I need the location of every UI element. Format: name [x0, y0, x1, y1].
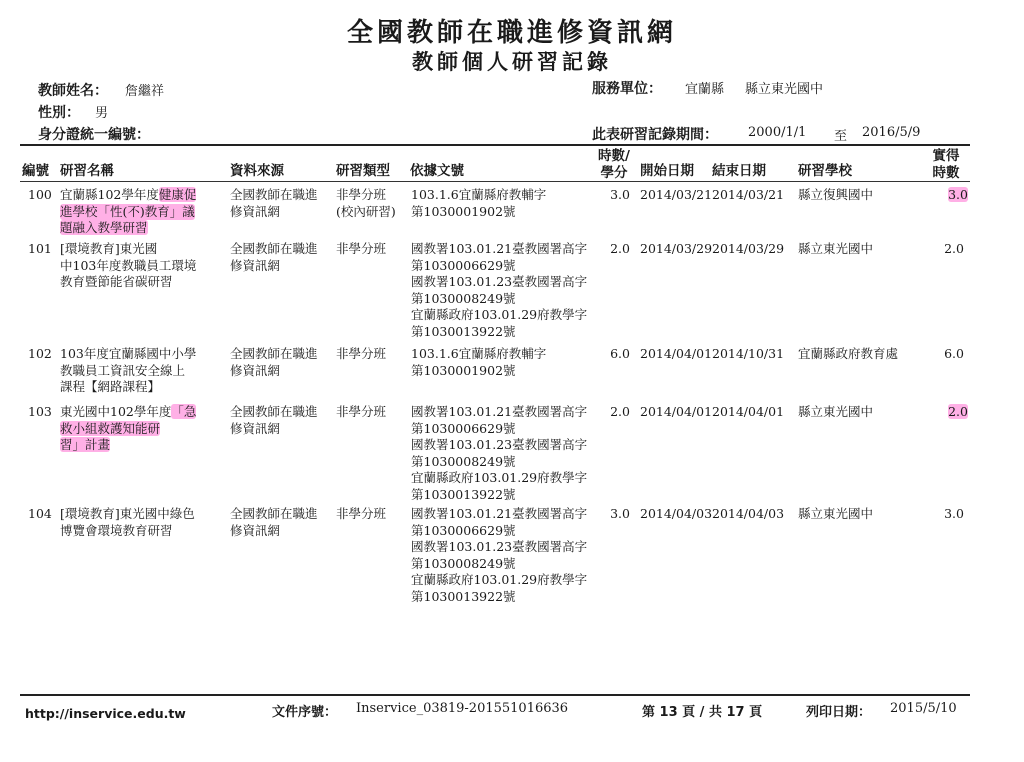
highlighted-text: 救小組救護知能研	[60, 420, 161, 436]
course-type: 非學分班	[336, 506, 387, 521]
doc-line: 103.1.6宜蘭縣府教輔字	[411, 187, 547, 202]
doc-serial-value: Inservice_03819-201551016636	[356, 701, 569, 716]
page-title: 全國教師在職進修資訊網	[346, 18, 677, 48]
course-name-line: 課程【網路課程】	[60, 379, 161, 394]
teacher-name-value: 詹繼祥	[125, 84, 165, 99]
source	[230, 404, 318, 437]
highlighted-text: 進學校「性(不)教育」議	[60, 203, 195, 219]
doc-line: 第1030006629號	[411, 522, 516, 538]
document-number	[411, 346, 546, 379]
source	[230, 346, 318, 379]
end-date: 2014/03/21	[712, 187, 785, 202]
period-to: 至	[834, 129, 848, 144]
source-line: 全國教師在職進	[230, 346, 318, 361]
col-end-date: 結束日期	[712, 163, 766, 179]
course-name-line: 教職員工資訊安全線上	[60, 362, 186, 378]
doc-line: 國教署103.01.23臺教國署高字	[411, 437, 588, 452]
type-line: 非學分班	[336, 187, 387, 202]
footer-rule	[20, 694, 970, 696]
doc-line: 宜蘭縣政府103.01.29府教學字	[411, 307, 588, 322]
document-number	[411, 241, 587, 340]
doc-line: 第1030008249號	[411, 290, 516, 306]
doc-line: 第1030013922號	[411, 323, 516, 339]
source-line: 修資訊網	[230, 522, 281, 538]
document-number	[411, 404, 587, 503]
doc-serial-label: 文件序號：	[272, 705, 338, 720]
course-type: 非學分班	[336, 404, 387, 419]
document-number	[411, 506, 587, 605]
hours: 2.0	[610, 404, 630, 419]
header-top-rule	[20, 144, 970, 146]
course-name	[60, 241, 196, 291]
course-name	[60, 187, 196, 237]
period-label: 此表研習記錄期間：	[592, 127, 718, 143]
col-number: 編號	[22, 163, 49, 179]
row-number: 103	[28, 404, 52, 419]
earned-hours: 3.0	[944, 506, 964, 521]
start-date: 2014/04/01	[640, 346, 713, 361]
col-hours	[594, 148, 634, 182]
source-line: 修資訊網	[230, 203, 281, 219]
period-end: 2016/5/9	[862, 125, 921, 140]
course-name-line: 中103年度教職員工環境	[60, 257, 197, 273]
source-line: 全國教師在職進	[230, 187, 318, 202]
course-name-line: 博覽會環境教育研習	[60, 522, 173, 538]
earned-hours: 6.0	[944, 346, 964, 361]
course-name-plain: 東光國中102學年度	[60, 404, 172, 419]
course-type: 非學分班	[336, 241, 387, 256]
course-name	[60, 404, 196, 454]
start-date: 2014/03/29	[640, 241, 713, 256]
doc-line: 國教署103.01.21臺教國署高字	[411, 404, 588, 419]
col-earned-hours	[926, 148, 966, 182]
earned-hours	[936, 187, 968, 204]
course-name-line: [環境教育]東光國	[60, 241, 158, 256]
doc-line: 宜蘭縣政府103.01.29府教學字	[411, 572, 588, 587]
doc-line: 國教署103.01.23臺教國署高字	[411, 539, 588, 554]
school: 縣立東光國中	[798, 241, 874, 256]
source	[230, 506, 318, 539]
col-earned-line1: 實得	[932, 148, 960, 164]
school: 縣立復興國中	[798, 187, 874, 202]
start-date: 2014/04/01	[640, 404, 713, 419]
source-line: 全國教師在職進	[230, 506, 318, 521]
col-hours-line1: 時數/	[598, 148, 630, 164]
course-name	[60, 506, 195, 539]
col-hours-line2: 學分	[600, 165, 628, 181]
doc-line: 第1030001902號	[411, 362, 516, 378]
earned-hours-highlight: 2.0	[948, 404, 968, 419]
course-name-line: 103年度宜蘭縣國中小學	[60, 346, 197, 361]
doc-line: 第1030008249號	[411, 453, 516, 469]
end-date: 2014/10/31	[712, 346, 785, 361]
course-name-plain: 宜蘭縣102學年度	[60, 187, 159, 202]
highlighted-text: 題融入教學研習	[60, 220, 148, 235]
type-line: (校內研習)	[336, 203, 396, 219]
page-indicator: 第 13 頁 / 共 17 頁	[642, 705, 763, 720]
col-document: 依據文號	[410, 163, 464, 179]
source-line: 修資訊網	[230, 420, 281, 436]
header-bottom-rule	[20, 181, 970, 182]
start-date: 2014/04/03	[640, 506, 713, 521]
end-date: 2014/04/03	[712, 506, 785, 521]
earned-hours: 2.0	[944, 241, 964, 256]
doc-line: 第1030008249號	[411, 555, 516, 571]
doc-line: 國教署103.01.23臺教國署高字	[411, 274, 588, 289]
col-type: 研習類型	[336, 163, 390, 179]
hours: 3.0	[610, 506, 630, 521]
print-date-label: 列印日期：	[806, 705, 872, 720]
doc-line: 國教署103.01.21臺教國署高字	[411, 241, 588, 256]
page-subtitle: 教師個人研習記錄	[412, 49, 612, 74]
col-earned-line2: 時數	[932, 165, 960, 181]
gender-value: 男	[95, 106, 109, 121]
id-number-label: 身分證統一編號：	[38, 127, 150, 143]
school: 縣立東光國中	[798, 404, 874, 419]
school: 宜蘭縣政府教育處	[798, 346, 899, 361]
doc-line: 第1030013922號	[411, 486, 516, 502]
doc-line: 103.1.6宜蘭縣府教輔字	[411, 346, 547, 361]
unit-county: 宜蘭縣	[685, 82, 725, 97]
unit-school: 縣立東光國中	[745, 82, 824, 97]
course-type: 非學分班	[336, 346, 387, 361]
source-line: 全國教師在職進	[230, 404, 318, 419]
footer-url-link[interactable]: http://inservice.edu.tw	[25, 706, 186, 721]
doc-line: 宜蘭縣政府103.01.29府教學字	[411, 470, 588, 485]
doc-line: 國教署103.01.21臺教國署高字	[411, 506, 588, 521]
end-date: 2014/03/29	[712, 241, 785, 256]
school: 縣立東光國中	[798, 506, 874, 521]
gender-label: 性別：	[38, 105, 80, 121]
teacher-name-label: 教師姓名：	[38, 83, 108, 99]
doc-line: 第1030006629號	[411, 257, 516, 273]
source	[230, 241, 318, 274]
source-line: 修資訊網	[230, 362, 281, 378]
document-number	[411, 187, 546, 220]
course-type	[336, 187, 396, 220]
col-start-date: 開始日期	[640, 163, 694, 179]
earned-hours-highlight: 3.0	[948, 187, 968, 202]
doc-line: 第1030001902號	[411, 203, 516, 219]
unit-label: 服務單位：	[592, 81, 662, 97]
doc-line: 第1030006629號	[411, 420, 516, 436]
print-date-value: 2015/5/10	[890, 701, 957, 716]
hours: 3.0	[610, 187, 630, 202]
earned-hours	[936, 404, 968, 421]
period-start: 2000/1/1	[748, 125, 807, 140]
source	[230, 187, 318, 220]
end-date: 2014/04/01	[712, 404, 785, 419]
start-date: 2014/03/21	[640, 187, 713, 202]
highlighted-text: 習」計畫	[60, 437, 111, 452]
col-course-name: 研習名稱	[60, 163, 114, 179]
course-name-line	[60, 187, 196, 204]
highlighted-text: 健康促	[158, 187, 197, 202]
course-name-line: 教育暨節能省碳研習	[60, 274, 173, 289]
hours: 6.0	[610, 346, 630, 361]
doc-line: 第1030013922號	[411, 588, 516, 604]
source-line: 全國教師在職進	[230, 241, 318, 256]
row-number: 100	[28, 187, 52, 202]
course-name-line: [環境教育]東光國中綠色	[60, 506, 195, 521]
col-school: 研習學校	[798, 163, 852, 179]
col-source: 資料來源	[230, 163, 284, 179]
row-number: 102	[28, 346, 52, 361]
row-number: 101	[28, 241, 52, 256]
highlighted-text: 「急	[171, 404, 197, 419]
course-name	[60, 346, 196, 396]
hours: 2.0	[610, 241, 630, 256]
source-line: 修資訊網	[230, 257, 281, 273]
row-number: 104	[28, 506, 52, 521]
course-name-line	[60, 404, 196, 421]
